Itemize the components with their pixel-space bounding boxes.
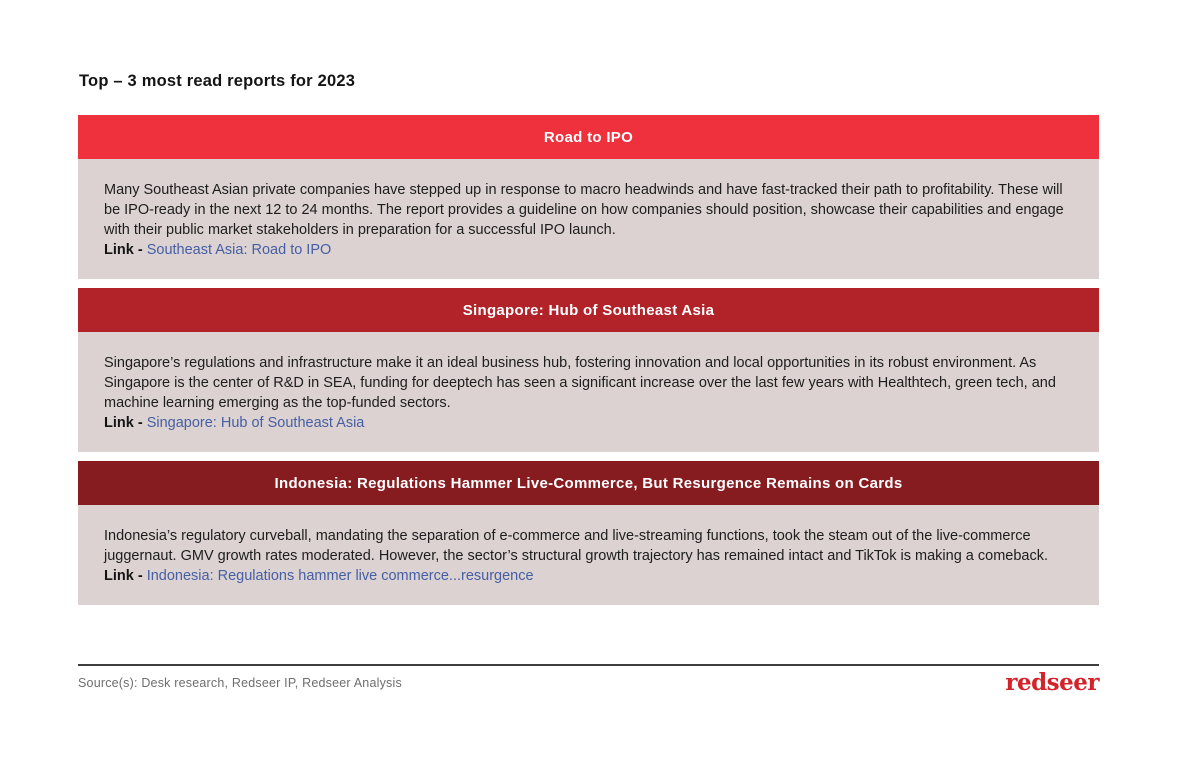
report-section-singapore-hub — [78, 288, 1099, 452]
section-2-link-row — [104, 413, 1073, 433]
footer — [78, 671, 1099, 694]
link-label: Link - — [104, 415, 143, 431]
report-link-road-to-ipo[interactable]: Southeast Asia: Road to IPO — [146, 242, 332, 258]
report-section-indonesia-live-commerce — [78, 461, 1099, 605]
source-note: Source(s): Desk research, Redseer IP, Redseer Analysis — [78, 675, 402, 690]
section-2-header-bar: Singapore: Hub of Southeast Asia — [78, 288, 1099, 332]
section-1-body — [78, 159, 1099, 279]
section-2-description: Singapore’s regulations and infrastructure make it an ideal business hub, fostering innovation and local opportunities in its robust environment. As Singapore is the center of R&D in SEA, funding for deeptech has seen a significant increase over the last few years with Healthtech, green tech, and machine learning emerging as the top-funded sectors. — [104, 355, 1056, 411]
link-label: Link - — [104, 568, 143, 584]
section-3-description: Indonesia’s regulatory curveball, mandating the separation of e-commerce and live-streaming functions, took the steam out of the live-commerce juggernaut. GMV growth rates moderated. However, the sector’s structural growth trajectory has remained intact and TikTok is making a comeback. — [104, 528, 1049, 564]
page-title: Top – 3 most read reports for 2023 — [79, 72, 356, 90]
report-sections — [78, 115, 1099, 614]
section-1-header-bar: Road to IPO — [78, 115, 1099, 159]
section-3-body — [78, 505, 1099, 605]
redseer-logo: redseer — [1005, 669, 1099, 696]
section-1-link-row — [104, 240, 1073, 260]
section-3-link-row — [104, 566, 1073, 586]
section-1-description: Many Southeast Asian private companies have stepped up in response to macro headwinds and have fast-tracked their path to profitability. These will be IPO-ready in the next 12 to 24 months. The report provides a guideline on how companies should position, showcase their capabilities and engage with their public market stakeholders in preparation for a successful IPO launch. — [104, 182, 1064, 238]
section-3-header-bar: Indonesia: Regulations Hammer Live-Commerce, But Resurgence Remains on Cards — [78, 461, 1099, 505]
report-section-road-to-ipo — [78, 115, 1099, 279]
report-link-indonesia-live-commerce[interactable]: Indonesia: Regulations hammer live commerce...resurgence — [146, 568, 534, 584]
report-link-singapore-hub[interactable]: Singapore: Hub of Southeast Asia — [146, 415, 365, 431]
link-label: Link - — [104, 242, 143, 258]
section-2-body — [78, 332, 1099, 452]
footer-divider — [78, 664, 1099, 666]
